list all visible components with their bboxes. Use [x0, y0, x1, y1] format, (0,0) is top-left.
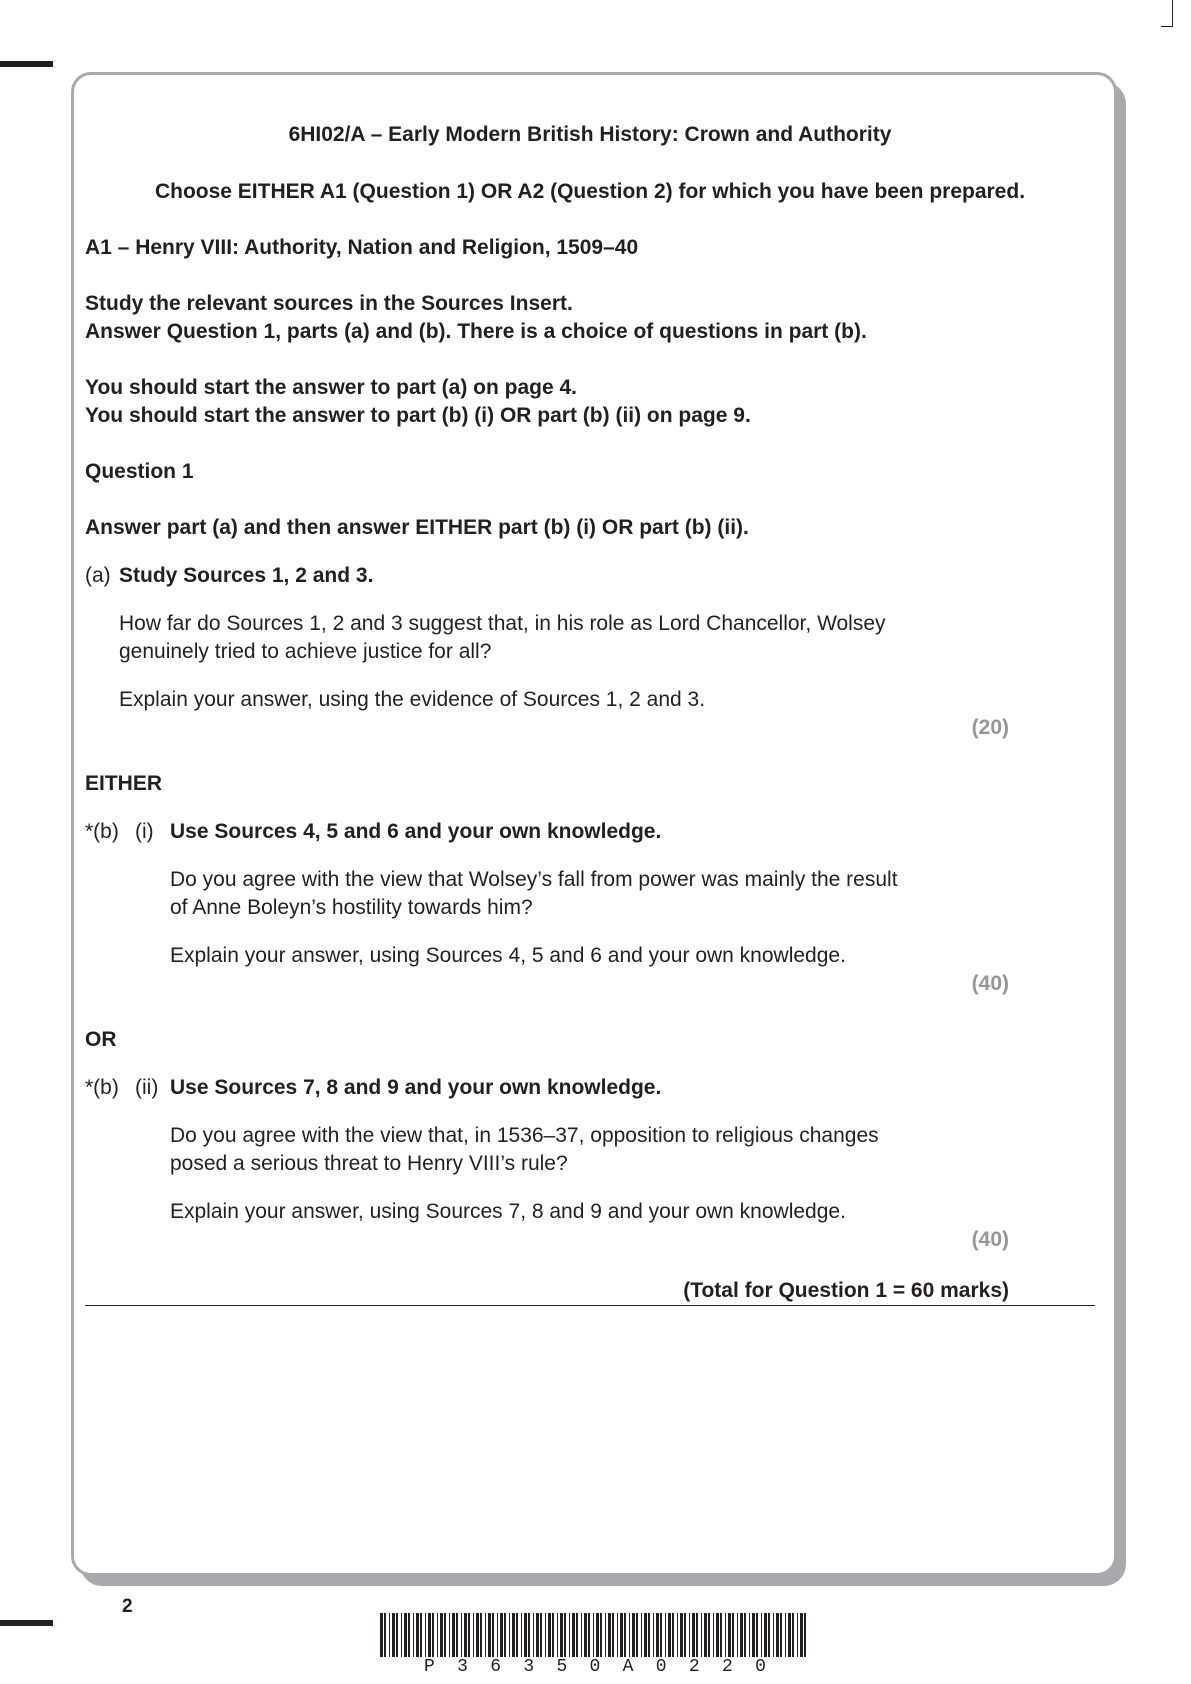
question-heading: Question 1 — [85, 460, 194, 483]
barcode-bar — [768, 1613, 770, 1657]
barcode-bar — [608, 1613, 611, 1657]
barcode-bar — [764, 1613, 767, 1657]
barcode-bar — [540, 1613, 542, 1657]
barcode-char: 2 — [721, 1657, 733, 1677]
barcode-bar — [776, 1613, 779, 1657]
barcode-bar — [797, 1613, 798, 1657]
barcode-bar — [752, 1613, 755, 1657]
barcode-bar — [548, 1613, 551, 1657]
barcode-bar — [557, 1613, 558, 1657]
barcode-bar — [576, 1613, 578, 1657]
barcode-char: 0 — [589, 1657, 601, 1677]
barcode-bar — [704, 1613, 707, 1657]
barcode-bar — [677, 1613, 678, 1657]
barcode-bar — [389, 1613, 390, 1657]
barcode-bar — [696, 1613, 698, 1657]
barcode-bar — [464, 1613, 467, 1657]
barcode-bar — [740, 1613, 743, 1657]
part-b-ii-label: *(b) — [85, 1076, 119, 1099]
barcode-bar — [521, 1613, 522, 1657]
crop-mark — [1161, 26, 1173, 27]
question-total: (Total for Question 1 = 60 marks) — [683, 1279, 1009, 1302]
barcode-bar — [392, 1613, 395, 1657]
study-instruction-1: Study the relevant sources in the Sources Insert. — [85, 292, 573, 315]
part-b-ii-body-2: posed a serious threat to Henry VIII’s rule? — [170, 1152, 568, 1175]
part-b-i-body-1: Do you agree with the view that Wolsey’s fall from power was mainly the result — [170, 868, 898, 891]
barcode-bar — [440, 1613, 443, 1657]
barcode-bar — [732, 1613, 734, 1657]
barcode-bar — [612, 1613, 614, 1657]
barcode-bar — [485, 1613, 486, 1657]
barcode-bar — [416, 1613, 419, 1657]
barcode-bar — [744, 1613, 746, 1657]
barcode-bar — [408, 1613, 410, 1657]
barcode-bar — [596, 1613, 599, 1657]
barcode-bar — [509, 1613, 510, 1657]
barcode-bar — [668, 1613, 671, 1657]
barcode-bar — [720, 1613, 722, 1657]
barcode-bar — [533, 1613, 534, 1657]
barcode-bar — [785, 1613, 786, 1657]
barcode-bar — [425, 1613, 426, 1657]
barcode-bar — [396, 1613, 398, 1657]
barcode-bar — [644, 1613, 647, 1657]
barcode-char: 6 — [490, 1657, 502, 1677]
barcode-bar — [792, 1613, 794, 1657]
part-b-ii-sub: (ii) — [135, 1076, 159, 1099]
barcode-bar — [401, 1613, 402, 1657]
barcode-bar — [437, 1613, 438, 1657]
barcode-bar — [552, 1613, 554, 1657]
barcode-bar — [432, 1613, 434, 1657]
part-b-ii-marks: (40) — [971, 1228, 1009, 1251]
barcode-bar — [804, 1613, 806, 1657]
part-b-i-body-2: of Anne Boleyn’s hostility towards him? — [170, 896, 533, 919]
barcode-bar — [452, 1613, 455, 1657]
barcode-bar — [593, 1613, 594, 1657]
barcode-bar — [749, 1613, 750, 1657]
barcode-bar — [624, 1613, 626, 1657]
barcode-bar — [468, 1613, 470, 1657]
barcode-bar — [684, 1613, 686, 1657]
barcode-bar — [428, 1613, 431, 1657]
barcode-char: 3 — [457, 1657, 468, 1677]
barcode-char: 5 — [556, 1657, 568, 1677]
barcode-text — [380, 1657, 810, 1677]
barcode-bar — [572, 1613, 575, 1657]
barcode-bar — [689, 1613, 690, 1657]
barcode-bar — [656, 1613, 659, 1657]
total-rule — [85, 1305, 1095, 1306]
start-instruction-1: You should start the answer to part (a) on page 4. — [85, 376, 578, 399]
barcode-bar — [773, 1613, 774, 1657]
part-b-i-label: *(b) — [85, 820, 119, 843]
barcode-bar — [617, 1613, 618, 1657]
barcode-bar — [708, 1613, 710, 1657]
barcode-bar — [492, 1613, 494, 1657]
barcode-bar — [641, 1613, 642, 1657]
barcode-bar — [500, 1613, 503, 1657]
barcode-bar — [605, 1613, 606, 1657]
barcode — [380, 1613, 810, 1657]
part-b-i-marks: (40) — [971, 972, 1009, 995]
barcode-bar — [488, 1613, 491, 1657]
barcode-bar — [588, 1613, 590, 1657]
barcode-bar — [660, 1613, 662, 1657]
barcode-bar — [569, 1613, 570, 1657]
barcode-bar — [420, 1613, 422, 1657]
barcode-bar — [560, 1613, 563, 1657]
barcode-bar — [728, 1613, 731, 1657]
barcode-bar — [680, 1613, 683, 1657]
start-instruction-2: You should start the answer to part (b) (i) OR part (b) (ii) on page 9. — [85, 404, 751, 427]
part-b-i-explain: Explain your answer, using Sources 4, 5 and 6 and your own knowledge. — [170, 944, 846, 967]
barcode-bar — [632, 1613, 635, 1657]
barcode-bar — [545, 1613, 546, 1657]
barcode-bar — [761, 1613, 762, 1657]
question-instruction: Answer part (a) and then answer EITHER part (b) (i) OR part (b) (ii). — [85, 516, 749, 539]
barcode-bar — [725, 1613, 726, 1657]
barcode-bar — [476, 1613, 479, 1657]
barcode-bar — [528, 1613, 530, 1657]
barcode-bar — [692, 1613, 695, 1657]
barcode-bar — [780, 1613, 782, 1657]
barcode-bar — [665, 1613, 666, 1657]
barcode-bar — [600, 1613, 602, 1657]
barcode-bar — [497, 1613, 498, 1657]
part-b-ii-body-1: Do you agree with the view that, in 1536–37, opposition to religious changes — [170, 1124, 879, 1147]
barcode-bar — [581, 1613, 582, 1657]
part-b-i-title: Use Sources 4, 5 and 6 and your own knowledge. — [170, 820, 662, 843]
barcode-bar — [456, 1613, 458, 1657]
barcode-bar — [737, 1613, 738, 1657]
barcode-char: 0 — [655, 1657, 667, 1677]
part-b-i-sub: (i) — [135, 820, 154, 843]
part-a-label: (a) — [85, 564, 111, 587]
part-a-body-1: How far do Sources 1, 2 and 3 suggest that, in his role as Lord Chancellor, Wolsey — [119, 612, 886, 635]
part-a-title: Study Sources 1, 2 and 3. — [119, 564, 374, 587]
barcode-bar — [384, 1613, 386, 1657]
barcode-bar — [620, 1613, 623, 1657]
barcode-bar — [473, 1613, 474, 1657]
barcode-bar — [564, 1613, 566, 1657]
barcode-bar — [524, 1613, 527, 1657]
barcode-char: P — [424, 1657, 435, 1677]
paper-title: 6HI02/A – Early Modern British History: Crown and Authority — [288, 123, 892, 146]
barcode-bar — [380, 1613, 383, 1657]
barcode-bar — [512, 1613, 515, 1657]
barcode-bar — [444, 1613, 446, 1657]
edge-mark-top — [0, 61, 53, 67]
barcode-char: 2 — [688, 1657, 700, 1677]
barcode-char: 0 — [755, 1657, 766, 1677]
barcode-bar — [672, 1613, 674, 1657]
barcode-bar — [701, 1613, 702, 1657]
barcode-bar — [788, 1613, 791, 1657]
barcode-char: 3 — [523, 1657, 535, 1677]
barcode-bar — [648, 1613, 650, 1657]
barcode-bar — [584, 1613, 587, 1657]
barcode-bar — [480, 1613, 482, 1657]
part-b-ii-title: Use Sources 7, 8 and 9 and your own knowledge. — [170, 1076, 662, 1099]
barcode-bar — [653, 1613, 654, 1657]
part-a-body-2: genuinely tried to achieve justice for all? — [119, 640, 492, 663]
barcode-bar — [629, 1613, 630, 1657]
barcode-char: A — [622, 1657, 634, 1677]
barcode-bar — [756, 1613, 758, 1657]
barcode-bar — [461, 1613, 462, 1657]
edge-mark-bottom — [0, 1620, 53, 1626]
barcode-bar — [516, 1613, 518, 1657]
barcode-bar — [413, 1613, 414, 1657]
barcode-bar — [800, 1613, 803, 1657]
or-label: OR — [85, 1028, 117, 1051]
choose-instruction: Choose EITHER A1 (Question 1) OR A2 (Question 2) for which you have been prepared. — [154, 180, 1026, 203]
barcode-bar — [504, 1613, 506, 1657]
part-a-explain: Explain your answer, using the evidence of Sources 1, 2 and 3. — [119, 688, 706, 711]
barcode-bar — [636, 1613, 638, 1657]
either-label: EITHER — [85, 772, 163, 795]
barcode-bar — [716, 1613, 719, 1657]
barcode-bar — [536, 1613, 539, 1657]
section-title: A1 – Henry VIII: Authority, Nation and Religion, 1509–40 — [85, 236, 639, 259]
part-b-ii-explain: Explain your answer, using Sources 7, 8 and 9 and your own knowledge. — [170, 1200, 846, 1223]
barcode-bar — [449, 1613, 450, 1657]
page-number: 2 — [122, 1596, 133, 1617]
crop-mark — [1172, 0, 1173, 26]
part-a-marks: (20) — [971, 716, 1009, 739]
barcode-bar — [713, 1613, 714, 1657]
barcode-bar — [404, 1613, 407, 1657]
study-instruction-2: Answer Question 1, parts (a) and (b). There is a choice of questions in part (b). — [85, 320, 867, 343]
